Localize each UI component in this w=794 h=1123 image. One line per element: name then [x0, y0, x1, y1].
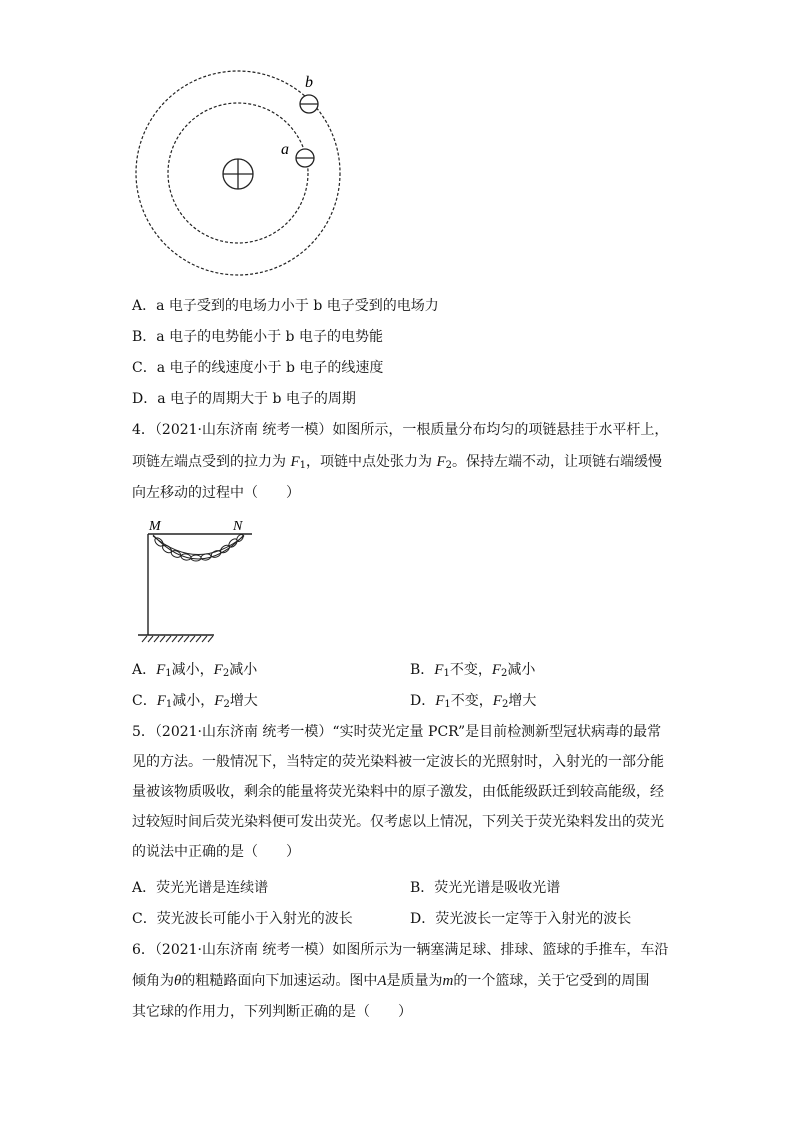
q6-stem-line-1: 6．（2021·山东济南 统考一模）如图所示为一辆塞满足球、排球、篮球的手推车，车沿	[132, 942, 669, 958]
necklace-figure	[132, 515, 262, 650]
electron-b-icon	[300, 95, 318, 113]
q3-option-a[interactable]: A．a 电子受到的电场力小于 b 电子受到的电场力	[132, 298, 439, 314]
q5-option-c[interactable]: C．荧光波长可能小于入射光的波长	[132, 911, 353, 927]
q6-stem-line-3: 其它球的作用力，下列判断正确的是（ ）	[132, 1004, 412, 1020]
q3-option-d[interactable]: D．a 电子的周期大于 b 电子的周期	[132, 391, 356, 407]
q4-option-d[interactable]: D．$F_1$不变，$F_2$增大	[410, 693, 537, 710]
q3-option-b[interactable]: B．a 电子的电势能小于 b 电子的电势能	[132, 329, 383, 345]
label-b: b	[305, 74, 313, 91]
q4-stem-line-3: 向左移动的过程中（ ）	[132, 485, 300, 501]
nucleus-plus-icon	[223, 159, 253, 189]
q5-option-a[interactable]: A．荧光光谱是连续谱	[132, 880, 269, 896]
q4-option-b[interactable]: B．$F_1$不变，$F_2$减小	[410, 662, 536, 679]
q4-stem-line-2: 项链左端点受到的拉力为 $F_1$，项链中点处张力为 $F_2$。保持左端不动，让项链右端缓慢	[132, 454, 662, 471]
q4-stem-line-1: 4．（2021·山东济南 统考一模）如图所示，一根质量分布均匀的项链悬挂于水平杆上，	[132, 422, 669, 438]
label-a: a	[281, 141, 289, 158]
q6-stem-line-2: 倾角为θ的粗糙路面向下加速运动。图中A是质量为m的一个篮球，关于它受到的周围	[132, 973, 650, 989]
label-N: N	[233, 519, 243, 534]
electron-a-icon	[296, 149, 314, 167]
q5-option-b[interactable]: B．荧光光谱是吸收光谱	[410, 880, 561, 896]
q5-option-d[interactable]: D．荧光波长一定等于入射光的波长	[410, 911, 632, 927]
necklace-chain	[153, 533, 244, 561]
q5-stem: 5．（2021·山东济南 统考一模）“实时荧光定量 PCR”是目前检测新型冠状病毒的最常见的方法。一般情况下，当特定的荧光染料被一定波长的光照射时，入射光的一部分能量被该物质吸收，剩余的能量将荧光染料中的原子激发，由低能级跃迁到较高能级，经过较短时间后荧光染料便可发出荧光。仅考虑以上情况，下列关于荧光染料发出的荧光的说法中正确的是（ ）	[132, 724, 664, 860]
atom-orbit-figure	[130, 65, 350, 280]
q3-option-c[interactable]: C．a 电子的线速度小于 b 电子的线速度	[132, 360, 384, 376]
label-M: M	[149, 519, 161, 534]
q4-option-a[interactable]: A．$F_1$减小，$F_2$减小	[132, 662, 258, 679]
q4-option-c[interactable]: C．$F_1$减小，$F_2$增大	[132, 693, 258, 710]
